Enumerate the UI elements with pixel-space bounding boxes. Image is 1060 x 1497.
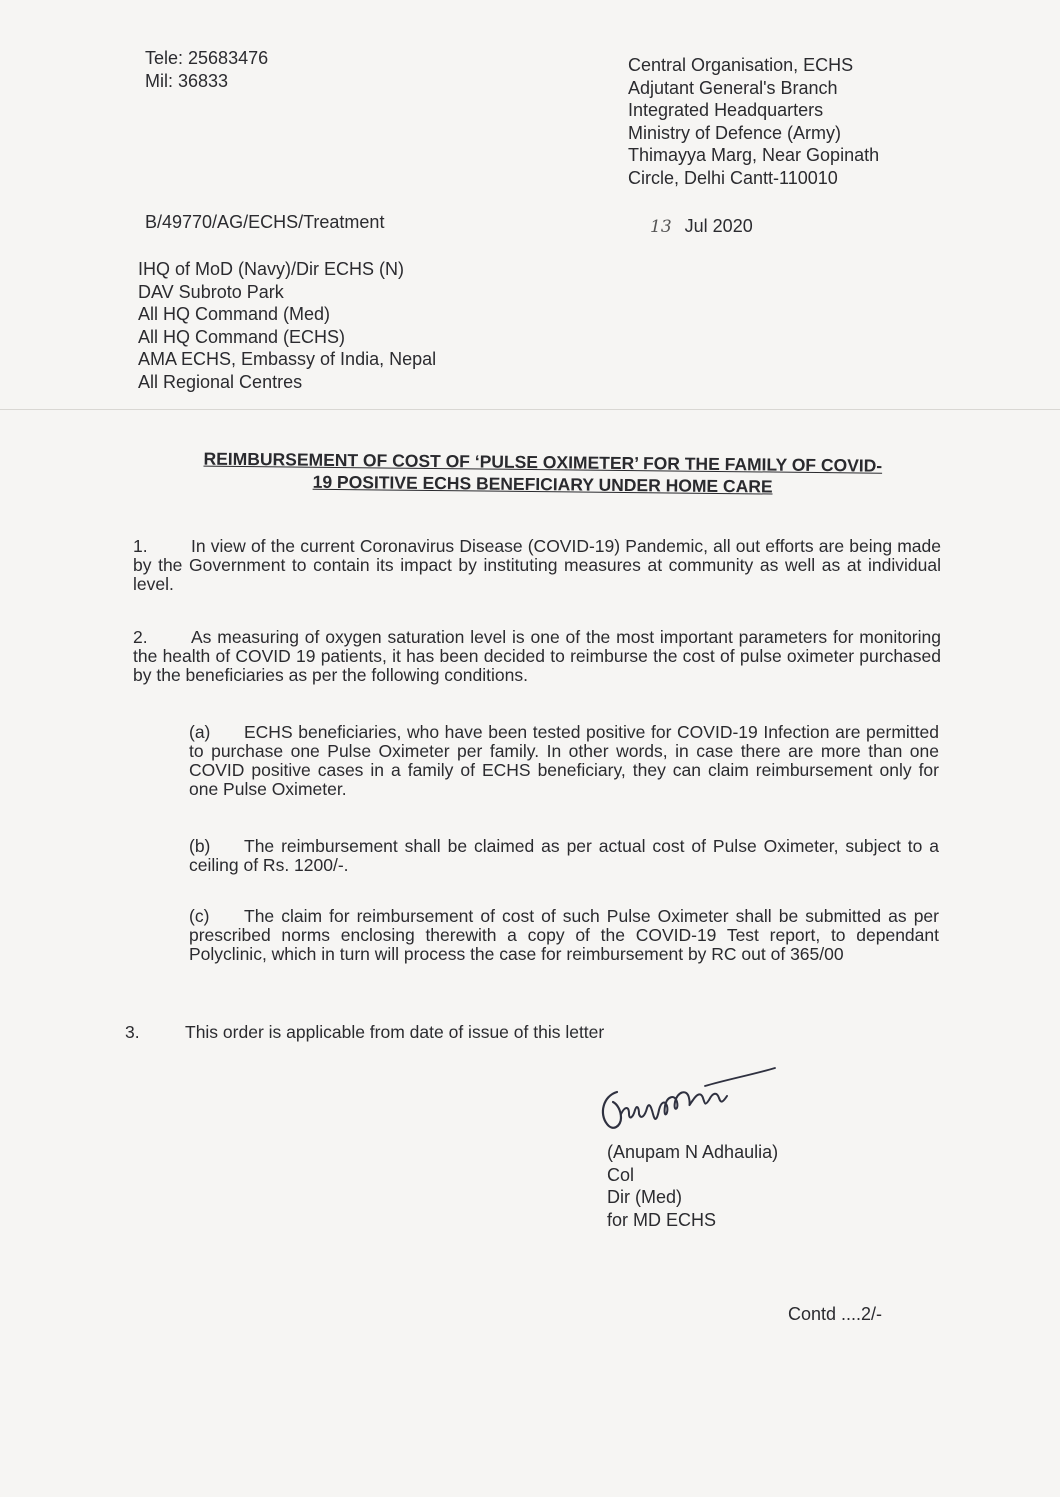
- paragraph-2: [133, 628, 941, 685]
- issue-date: [650, 216, 753, 237]
- condition-text: The claim for reimbursement of cost of such Pulse Oximeter shall be submitted as per prescribed norms enclosing therewith a copy of the COVID-19 Test report, to dependant Polyclinic, which in turn will process the case for reimbursement by RC out of 365/00: [189, 906, 939, 964]
- condition-text: ECHS beneficiaries, who have been tested positive for COVID-19 Infection are permitted to purchase one Pulse Oximeter per family. In other words, in case there are more than one COVID positive cases in a family of ECHS beneficiary, they can claim reimbursement only for one Pulse Oximeter.: [189, 722, 939, 799]
- recipient: IHQ of MoD (Navy)/Dir ECHS (N): [138, 259, 405, 279]
- recipient: All Regional Centres: [138, 371, 303, 392]
- condition-label: (c): [189, 906, 210, 926]
- scan-fold-line: [0, 409, 1060, 410]
- recipients-list: [138, 258, 436, 393]
- letter-subject: [148, 447, 938, 499]
- address-line: Circle, Delhi Cantt-110010: [628, 167, 838, 188]
- sender-address: [628, 54, 879, 189]
- paragraph-3: [125, 1023, 905, 1042]
- handwritten-day: 13: [650, 217, 672, 237]
- telephone-number: Tele: 25683476: [145, 48, 269, 68]
- address-line: Central Organisation, ECHS: [628, 55, 854, 75]
- address-line: Ministry of Defence (Army): [628, 122, 842, 143]
- paragraph-number: 3.: [125, 1022, 140, 1042]
- paragraph-text: As measuring of oxygen saturation level is one of the most important parameters for monitoring the health of COVID 19 patients, it has been decided to reimburse the cost of pulse oximeter purchased by the beneficiaries as per the following conditions.: [133, 627, 941, 685]
- military-number: Mil: 36833: [145, 70, 229, 91]
- month-year: Jul 2020: [684, 216, 753, 236]
- paragraph-number: 2.: [133, 627, 148, 647]
- contact-block: [145, 47, 268, 92]
- signatory-name: (Anupam N Adhaulia): [607, 1142, 779, 1162]
- recipient: DAV Subroto Park: [138, 281, 284, 302]
- paragraph-text: In view of the current Coronavirus Disease (COVID-19) Pandemic, all out efforts are being made by the Government to contain its impact by instituting measures at community as well as at individual level.: [133, 536, 941, 594]
- address-line: Adjutant General's Branch: [628, 77, 838, 98]
- signatory-on-behalf: for MD ECHS: [607, 1209, 717, 1230]
- condition-a: [189, 723, 939, 799]
- subject-line-1: REIMBURSEMENT OF COST OF ‘PULSE OXIMETER’ FOR THE FAMILY OF COVID-: [203, 448, 883, 476]
- condition-label: (b): [189, 836, 211, 856]
- condition-label: (a): [189, 722, 211, 742]
- reference-number: B/49770/AG/ECHS/Treatment: [145, 212, 385, 232]
- paragraph-text: This order is applicable from date of issue of this letter: [185, 1022, 605, 1042]
- paragraph-1: [133, 537, 941, 594]
- continuation-marker: Contd ....2/-: [788, 1304, 883, 1324]
- paragraph-number: 1.: [133, 536, 148, 556]
- recipient: All HQ Command (ECHS): [138, 326, 346, 347]
- signatory-rank: Col: [607, 1164, 635, 1185]
- subject-line-2: 19 POSITIVE ECHS BENEFICIARY UNDER HOME CARE: [312, 471, 773, 497]
- handwritten-signature: [595, 1062, 780, 1142]
- condition-text: The reimbursement shall be claimed as per actual cost of Pulse Oximeter, subject to a ceiling of Rs. 1200/-.: [189, 836, 939, 875]
- recipient: All HQ Command (Med): [138, 304, 331, 324]
- signatory-block: [607, 1141, 778, 1231]
- signatory-designation: Dir (Med): [607, 1187, 682, 1207]
- address-line: Integrated Headquarters: [628, 100, 824, 120]
- recipient: AMA ECHS, Embassy of India, Nepal: [138, 349, 437, 369]
- address-line: Thimayya Marg, Near Gopinath: [628, 145, 880, 165]
- condition-c: [189, 907, 939, 964]
- condition-b: [189, 837, 939, 875]
